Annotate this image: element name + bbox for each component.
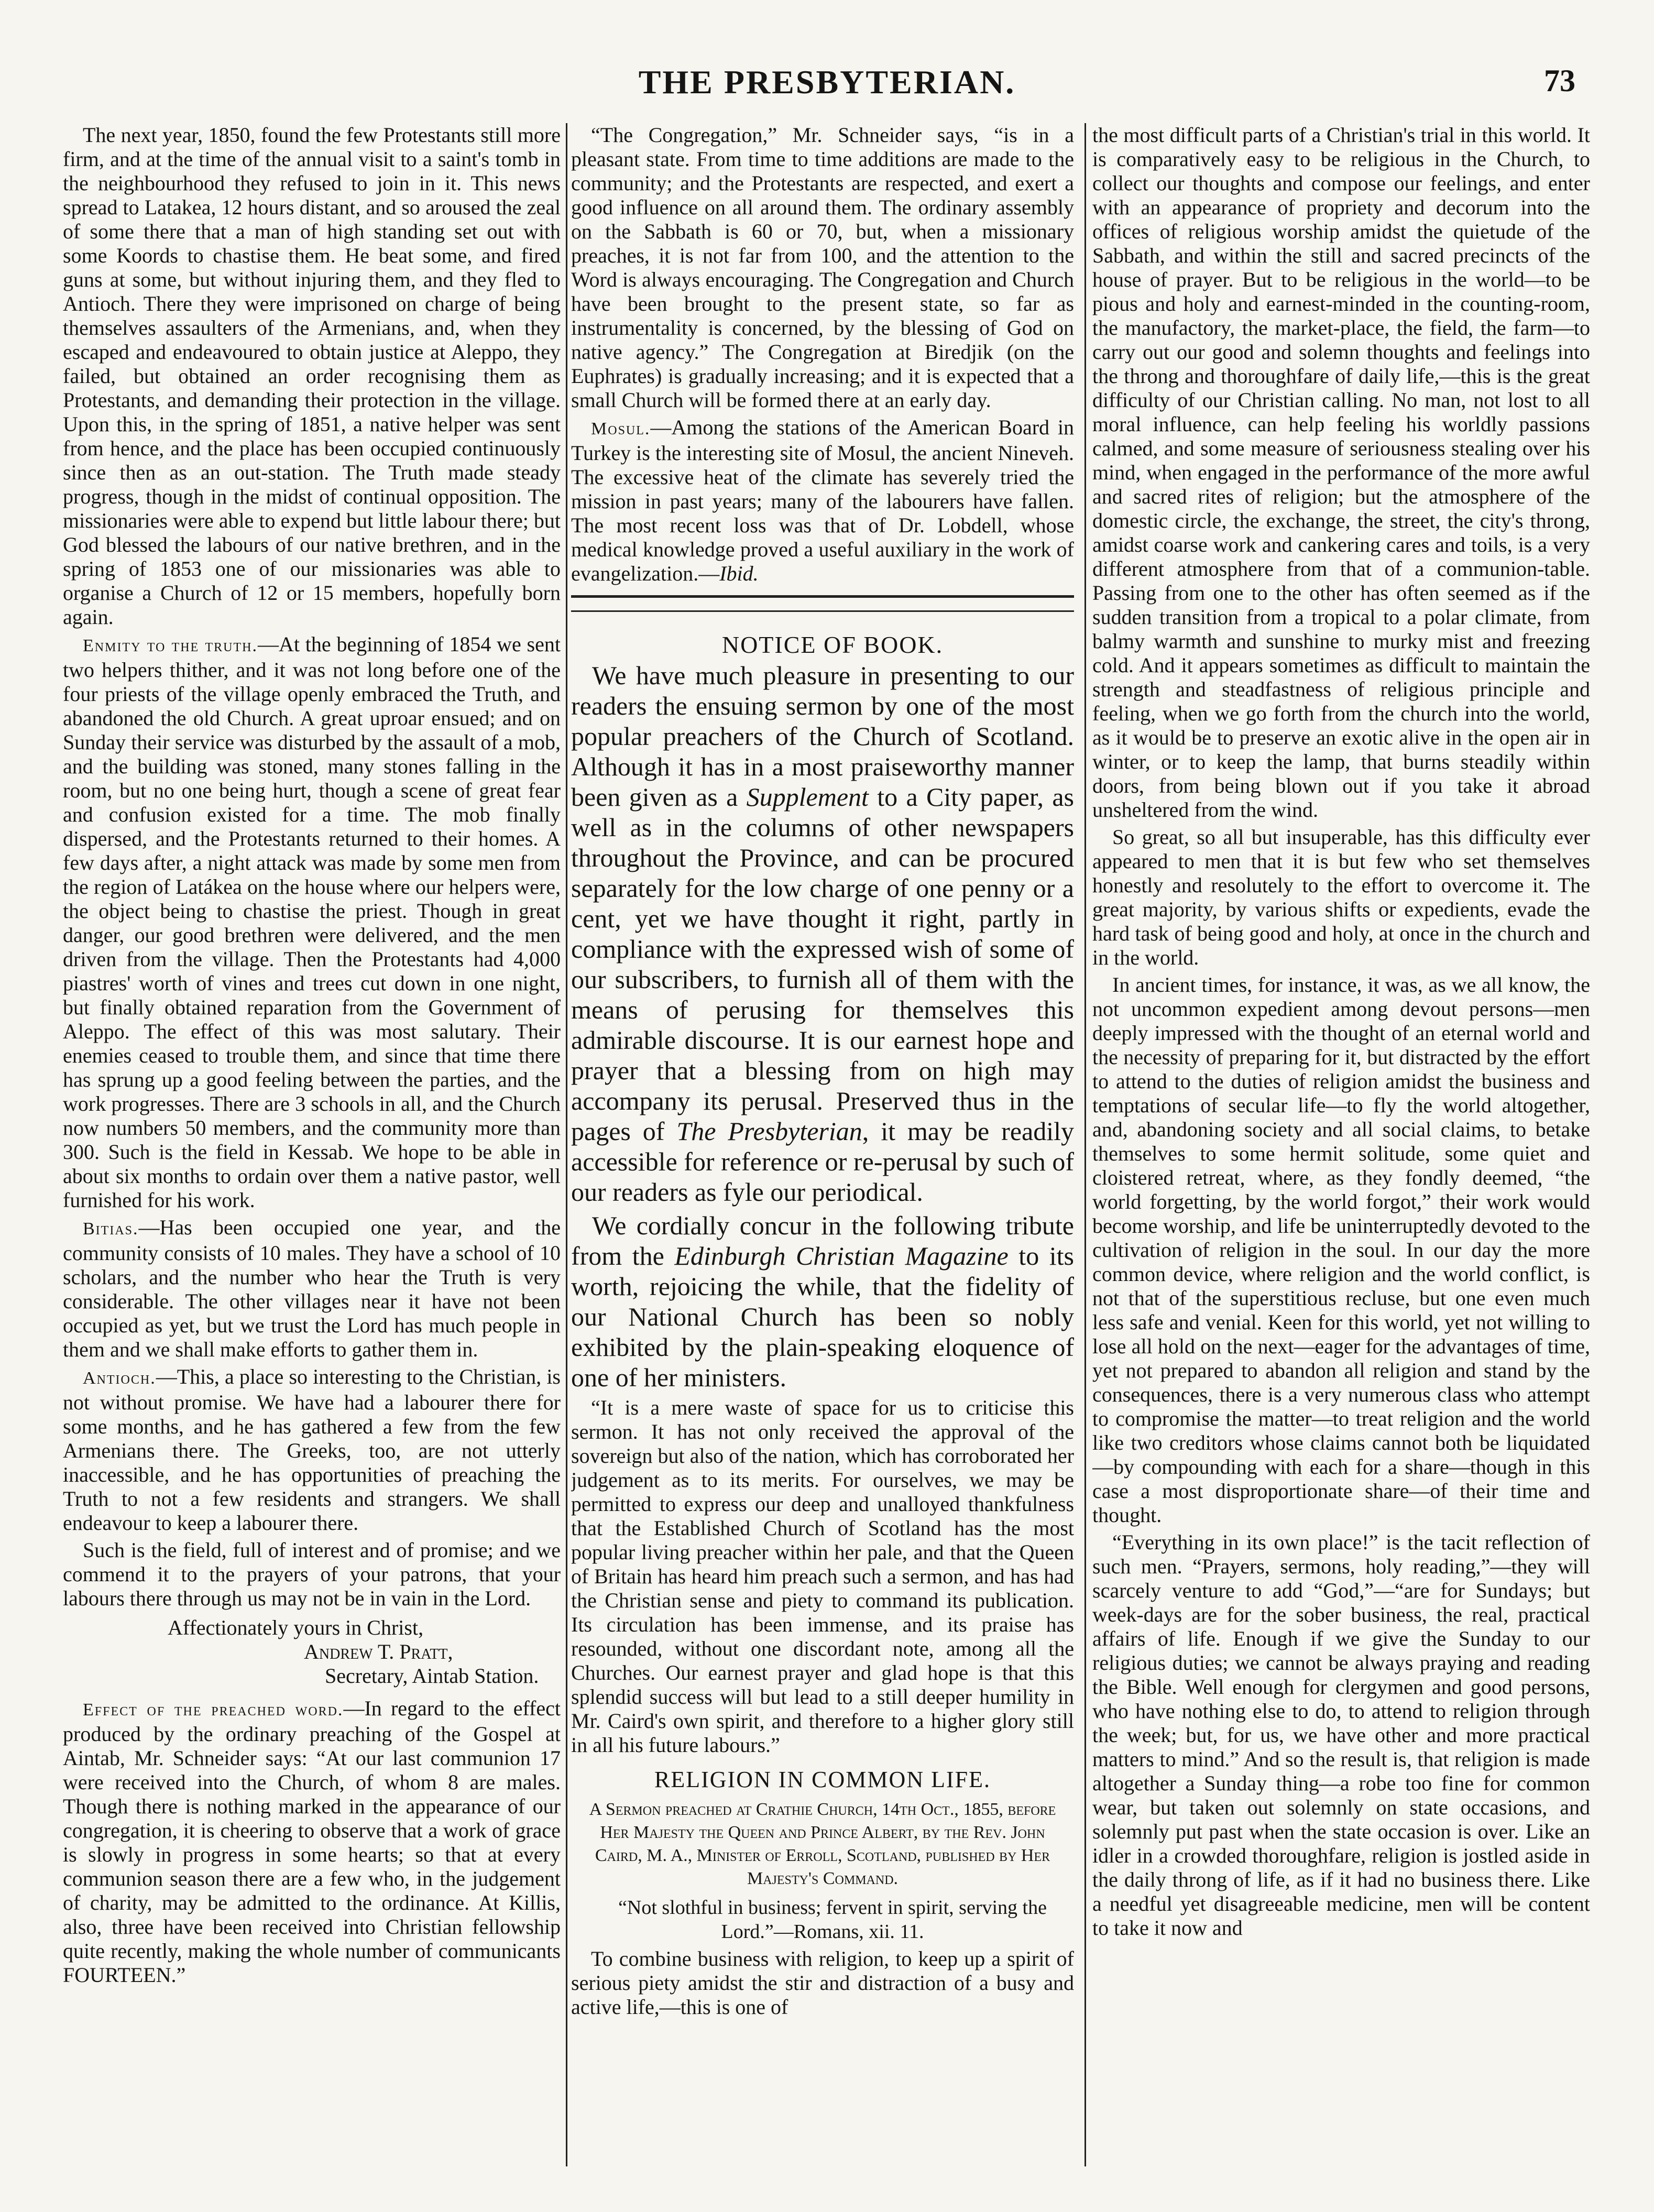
section-lead: Mosul. — [591, 419, 651, 439]
paragraph-text: —Has been occupied one year, and the community consists of 10 males. They have a school of 10 scholars, and the number who hear the Truth is very considerable. The other villages near it have not been occupied as yet, but we trust the Lord has much people in them and we shall make efforts to gather them in. — [63, 1215, 561, 1361]
paragraph-text: —Among the stations of the American Board in Turkey is the interesting site of Mosul, the ancient Nineveh. The excessive heat of the climate has severely tried the mission in past years; many of the labourers have fallen. The most recent loss was that of Dr. Lobdell, whose medical knowledge proved a useful auxiliary in the work of evangelization.— — [571, 415, 1074, 585]
paragraph — [63, 1215, 561, 1362]
running-title: THE PRESBYTERIAN. — [638, 63, 1016, 101]
signer-role: Secretary, Aintab Station. — [325, 1664, 539, 1688]
column-left — [63, 123, 561, 2166]
paragraph-text: —This, a place so interesting to the Christian, is not without promise. We have had a labourer there for some months, and he has gathered a few from the few Armenians there. The Greeks, too, are not utterly inaccessible, and he has opportunities of preaching the Truth to not a few residents and strangers. We shall endeavour to keep a labourer there. — [63, 1365, 561, 1535]
paragraph: In ancient times, for instance, it was, as we all know, the not uncommon expedient among devout persons—men deeply impressed with the thought of an eternal world and the necessity of preparing for it, but distracted by the effort to attend to the duties of religion amidst the business and temptations of secular life—to fly the world altogether, and, abandoning society and all social claims, to betake themselves to some hermit solitude, some quiet and cloistered retreat, where, as they fondly deemed, “the world forgetting, by the world forgot,” their work would become worship, and life be uninterruptedly devoted to the cultivation of religion in the soul. In our day the more common device, where religion and the world conflict, is not that of the superstitious recluse, but one even much less safe and venial. Keen for this world, yet not willing to lose all hold on the next—eager for the advantages of time, yet not prepared to abandon all religion and stand by the consequences, there is a very numerous class who attempt to compromise the matter—to treat religion and the world like two creditors whose claims cannot both be liquidated—by compounding with each for a share—though in this case a most disproportionate share—of their time and thought. — [1092, 973, 1590, 1527]
section-lead: Bitias. — [83, 1219, 139, 1239]
signer-name: Andrew T. Pratt, — [304, 1640, 453, 1663]
page-number: 73 — [1544, 63, 1575, 98]
italic-text: Edinburgh Christian Magazine — [674, 1241, 1009, 1271]
text: We have much pleasure in presenting to our readers the ensuing sermon by one of the most popular preachers of the Church of Scotland. Although it has in a most praiseworthy manner been given as a — [571, 661, 1074, 812]
italic-text: The Presbyterian — [676, 1116, 862, 1146]
paragraph: “The Congregation,” Mr. Schneider says, “is in a pleasant state. From time to time additions are made to the community; and the Protestants are respected, and exert a good influence on all around them. The ordinary assembly on the Sabbath is 60 or 70, but, when a missionary preaches, it is not far from 100, and the attention to the Word is always encouraging. The Congregation and Church have been brought to the present state, so far as instrumentality is concerned, by the blessing of God on native agency.” The Congregation at Biredjik (on the Euphrates) is gradually increasing; and it is expected that a small Church will be formed there at an early day. — [571, 123, 1074, 412]
text: We cordially concur in the following tribute from the — [571, 1211, 1074, 1271]
column-rule — [566, 123, 567, 2166]
section-lead: Antioch. — [83, 1368, 156, 1388]
paragraph-text: —At the beginning of 1854 we sent two helpers thither, and it was not long before one of the four priests of the village openly embraced the Truth, and abandoned the old Church. A great uproar ensued; and on Sunday their service was disturbed by the assault of a mob, and the building was stoned, many stones falling in the room, but no one being hurt, though a scene of great fear and confusion existed for a time. The mob finally dispersed, and the Protestants returned to their homes. A few days after, a night attack was made by some men from the region of Latákea on the house where our helpers were, the object being to chastise the priest. Though in great danger, our good brethren were delivered, and the men driven from the village. Then the Protestants had 4,000 piastres' worth of vines and trees cut down in one night, but finally obtained reparation from the Government of Aleppo. The effect of this was most salutary. Their enemies ceased to trouble them, and since that time there has sprung up a good feeling between the parties, and the work progresses. There are 3 schools in all, and the Church now numbers 50 members, and the community more than 300. Such is the field in Kessab. We hope to be able in about six months to ordain over them a native pastor, well furnished for his work. — [63, 632, 561, 1212]
sermon-title: RELIGION IN COMMON LIFE. — [654, 1767, 991, 1792]
paragraph — [63, 1696, 561, 1987]
paragraph — [571, 1210, 1074, 1393]
notice-body — [571, 660, 1074, 1393]
citation: Ibid. — [719, 562, 759, 585]
paragraph: So great, so all but insuperable, has this difficulty ever appeared to men that it is but few who set themselves honestly and resolutely to the effort to overcome it. The great majority, by various shifts or expedients, evade the hard task of being good and holy, at once in the church and in the world. — [1092, 825, 1590, 969]
masthead — [0, 0, 1654, 121]
paragraph — [571, 660, 1074, 1207]
text: , it may be readily accessible for reference or re-perusal by such of our readers as fyle our periodical. — [571, 1116, 1074, 1207]
section-lead: Enmity to the truth. — [83, 636, 258, 655]
italic-text: Supplement — [746, 782, 869, 812]
paragraph: The next year, 1850, found the few Protestants still more firm, and at the time of the annual visit to a saint's tomb in the neighbourhood they refused to join in it. This news spread to Latakea, 12 hours distant, and so aroused the zeal of some there that a man of high standing set out with some Koords to chastise them. He beat some, and fired guns at some, but without injuring them, and they fled to Antioch. There they were imprisoned on charge of being themselves assaulters of the Armenians, and, when they escaped and endeavoured to obtain justice at Aleppo, they failed, but obtained an order recognising them as Protestants, and demanding their protection in the village. Upon this, in the spring of 1851, a native helper was sent from hence, and the place has been occupied continuously since then as an out-station. The Truth made steady progress, though in the midst of continual opposition. The missionaries were able to expend but little labour there; but God blessed the labours of our native brethren, and in the spring of 1853 one of our missionaries was able to organise a Church of 12 or 15 members, hopefully born again. — [63, 123, 561, 629]
sermon-subtitle: A Sermon preached at Crathie Church, 14th Oct., 1855, before Her Majesty the Queen and Prince Albert, by the Rev. John Caird, M. A., Minister of Erroll, Scotland, published by Her Majesty's Command. — [589, 1800, 1056, 1888]
paragraph — [63, 1365, 561, 1535]
paragraph-text: —In regard to the effect produced by the ordinary preaching of the Gospel at Aintab, Mr. Schneider says: “At our last communion 17 were received into the Church, of whom 8 are males. Though there is nothing marked in the appearance of our congregation, it is cheering to observe that a work of grace is slowly in progress in some hearts; so that at every communion season there are a few who, in the judgement of charity, may be admitted to the ordinance. At Killis, also, three have been received into Christian fellowship quite recently, making the whole number of communicants FOURTEEN.” — [63, 1696, 561, 1987]
paragraph — [571, 415, 1074, 586]
paragraph: the most difficult parts of a Christian's trial in this world. It is comparatively easy to be religious in the Church, to collect our thoughts and compose our feelings, and enter with an appearance of propriety and decorum into the offices of religious worship amidst the quietude of the Sabbath, and within the still and sacred precincts of the house of prayer. But to be religious in the world—to be pious and holy and earnest-minded in the counting-room, the manufactory, the market-place, the field, the farm—to carry out our good and solemn thoughts and feelings into the throng and thoroughfare of daily life,—this is the great difficulty of our Christian calling. No man, not lost to all moral influence, can help feeling his worldly passions calmed, and some measure of seriousness stealing over his mind, when engaged in the performance of the more awful and sacred rites of religion; but the atmosphere of the domestic circle, the exchange, the street, the city's throng, amidst coarse work and cankering cares and toils, is a very different atmosphere from that of a communion-table. Passing from one to the other has often seemed as if the sudden transition from a tropical to a polar climate, from balmy warmth and sunshine to murky mist and freezing cold. And it appears sometimes as difficult to maintain the strength and steadfastness of religious principle and feeling, when we go forth from the church into the world, as it would be to preserve an exotic alive in the open air in winter, or to keep the lamp, that burns steadily within doors, from being blown out if you take it abroad unsheltered from the wind. — [1092, 123, 1590, 822]
closing: Affectionately yours in Christ, — [168, 1616, 424, 1639]
paragraph: Such is the field, full of interest and of promise; and we commend it to the prayers of your patrons, that your labours there through us may not be in vain in the Lord. — [63, 1538, 561, 1610]
quotation: “It is a mere waste of space for us to criticise this sermon. It has not only received the approval of the sovereign but also of the nation, which has corroborated her judgement as to its merits. For ourselves, we may be permitted to express our deep and unalloyed thankfulness that the Established Church of Scotland has the most popular living preacher within her pale, and that the Queen of Britain has heard him preach such a sermon, and has had the Christian sense and piety to command its publication. Its circulation has been immense, and its praise has resounded, without one discordant note, among all the Churches. Our earnest prayer and glad hope is that this splendid success will but lead to a still deeper humility in Mr. Caird's own spirit, and therefore to a higher glory still in all his future labours.” — [571, 1396, 1074, 1757]
column-middle — [571, 123, 1074, 2166]
text: to a City paper, as well as in the columns of other newspapers throughout the Province, and can be procured separately for the low charge of one penny or a cent, yet we have thought it right, partly in compliance with the expressed wish of some of our subscribers, to furnish all of them with the means of perusing for themselves this admirable discourse. It is our earnest hope and prayer that a blessing from on high may accompany its perusal. Preserved thus in the pages of — [571, 782, 1074, 1146]
column-right — [1092, 123, 1590, 2166]
paragraph: To combine business with religion, to keep up a spirit of serious piety amidst the stir and distraction of a busy and active life,—this is one of — [571, 1947, 1074, 2019]
paragraph: “Everything in its own place!” is the tacit reflection of such men. “Prayers, sermons, holy reading,”—they will scarcely venture to add “God,”—“are for Sundays; but week-days are for the sober business, the real, practical affairs of life. Enough if we give the Sunday to our religious duties; we cannot be always praying and reading the Bible. Well enough for clergymen and good persons, who have nothing else to do, to attend to religion through the week; but, for us, we have other and more practical matters to mind.” And so the result is, that religion is made altogether a Sunday thing—a robe too fine for common wear, but taken out solemnly on state occasions, and solemnly put past when the state occasion is over. Like an idler in a crowded thoroughfare, religion is jostled aside in the daily throng of life, as if it had no business there. Like a needful yet disagreeable medicine, men will be content to take it now and — [1092, 1530, 1590, 1940]
text: to its worth, rejoicing the while, that the fidelity of our National Church has been so nobly exhibited by the plain-speaking eloquence of one of her ministers. — [571, 1241, 1074, 1392]
signoff — [63, 1616, 561, 1688]
epigraph: “Not slothful in business; fervent in spirit, serving the Lord.”—Romans, xii. 11. — [618, 1897, 1047, 1943]
section-heading: NOTICE OF BOOK. — [721, 631, 944, 658]
section-lead: Effect of the preached word. — [83, 1700, 344, 1720]
column-rule — [1085, 123, 1086, 2166]
paragraph — [63, 632, 561, 1212]
ornamental-rule — [571, 595, 1074, 612]
